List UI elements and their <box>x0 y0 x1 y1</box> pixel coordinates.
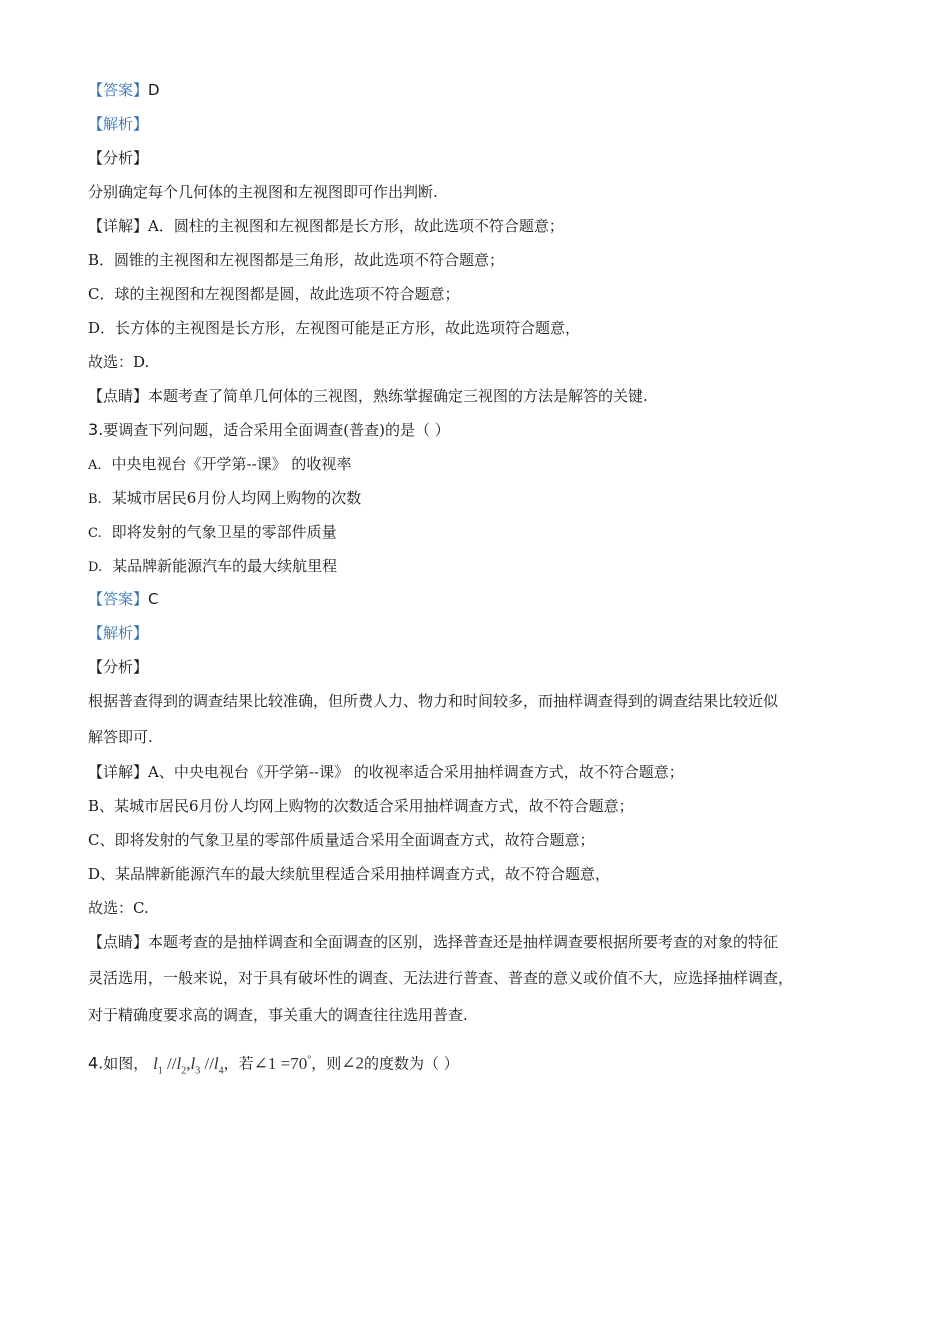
option-text: 中央电视台《开学第--课》 的收视率 <box>111 455 352 473</box>
angle-1: ∠1 <box>253 1053 277 1073</box>
option-letter: B. <box>88 492 102 507</box>
question-number: 4. <box>88 1053 104 1073</box>
l-symbol: l <box>213 1053 219 1073</box>
option-letter: A. <box>88 458 102 473</box>
q3-xiangjie-c: C、即将发射的气象卫星的零部件质量适合采用全面调查方式，故符合题意； <box>88 831 595 849</box>
option-text: 某城市居民6月份人均网上购物的次数 <box>111 489 362 507</box>
dianjing-tag: 【点睛】 <box>88 933 149 951</box>
q4-suffix: 的度数为（ ） <box>364 1054 459 1073</box>
q2-fenxi-tag: 【分析】 <box>88 149 149 167</box>
xiangjie-tag: 【详解】 <box>88 217 149 235</box>
dianjing-text: 本题考查了简单几何体的三视图，熟练掌握确定三视图的方法是解答的关键. <box>148 387 648 405</box>
l-symbol: l <box>153 1053 158 1073</box>
l-symbol: l <box>176 1053 182 1073</box>
q3-xiangjie-a <box>88 761 890 783</box>
q3-option-a <box>88 453 890 477</box>
question-stem: 要调查下列问题，适合采用全面调查(普查)的是（ ） <box>103 421 450 439</box>
xiangjie-text: A、中央电视台《开学第--课》 的收视率适合采用抽样调查方式，故不符合题意； <box>148 763 684 781</box>
angle-expression <box>254 1054 312 1073</box>
answer-value: D <box>148 81 160 99</box>
q3-xiangjie-b: B、某城市居民6月份人均网上购物的次数适合采用抽样调查方式，故不符合题意； <box>88 797 634 815</box>
question-number: 3. <box>88 420 104 439</box>
subscript: 3 <box>195 1065 201 1077</box>
q3-fenxi-line1: 根据普查得到的调查结果比较准确，但所费人力、物力和时间较多，而抽样调查得到的调查结果比较近似 <box>88 692 779 710</box>
q4-mid-text: ，若 <box>223 1054 254 1073</box>
q2-dianjing <box>88 385 890 407</box>
q2-jiexi-tag: 【解析】 <box>88 115 149 133</box>
subscript: 2 <box>181 1065 187 1077</box>
q3-answer-line <box>88 588 890 610</box>
angle-2-label: ∠2 <box>341 1053 365 1073</box>
q3-dianjing-line3: 对于精确度要求高的调查，事关重大的调查往往选用普查. <box>88 1006 468 1024</box>
q2-xiangjie-b: B．圆锥的主视图和左视图都是三角形，故此选项不符合题意； <box>88 251 505 269</box>
answer-tag: 【答案】 <box>88 81 149 99</box>
subscript: 4 <box>218 1065 224 1077</box>
q3-dianjing-line2: 灵活选用，一般来说，对于具有破坏性的调查、无法进行普查、普查的意义或价值不大，应选择抽样调查， <box>88 969 794 987</box>
parallel-lines-expression <box>153 1053 224 1077</box>
parallel-symbol: // <box>204 1053 214 1073</box>
question-prefix: 如图， <box>103 1054 149 1073</box>
q3-xiangjie-d: D、某品牌新能源汽车的最大续航里程适合采用抽样调查方式，故不符合题意， <box>88 865 611 883</box>
q3-dianjing-line1 <box>88 931 890 953</box>
q4-mid2-text: ，则 <box>311 1054 342 1073</box>
q2-guxuan: 故选：D. <box>88 353 150 371</box>
xiangjie-text: A．圆柱的主视图和左视图都是长方形，故此选项不符合题意； <box>148 217 564 235</box>
q3-jiexi-tag: 【解析】 <box>88 624 149 642</box>
q3-option-c <box>88 521 890 545</box>
q2-xiangjie-a <box>88 215 890 237</box>
q2-xiangjie-c: C．球的主视图和左视图都是圆，故此选项不符合题意； <box>88 285 460 303</box>
angle-2 <box>341 1054 364 1073</box>
option-text: 某品牌新能源汽车的最大续航里程 <box>112 557 338 575</box>
q3-option-d <box>88 555 890 579</box>
option-letter: D. <box>88 560 103 575</box>
parallel-symbol: // <box>167 1053 177 1073</box>
l-symbol: l <box>190 1053 196 1073</box>
comma: , <box>186 1053 191 1073</box>
angle-value: 70 <box>290 1053 308 1073</box>
subscript: 1 <box>157 1065 163 1077</box>
option-letter: C. <box>88 526 102 541</box>
degree-symbol: ° <box>307 1054 312 1065</box>
q3-fenxi-tag: 【分析】 <box>88 658 149 676</box>
dianjing-text: 本题考查的是抽样调查和全面调查的区别，选择普查还是抽样调查要根据所要考查的对象的特征 <box>148 933 779 951</box>
q3-stem-line <box>88 419 890 441</box>
dianjing-tag: 【点睛】 <box>88 387 149 405</box>
q3-guxuan: 故选：C. <box>88 899 149 917</box>
equals-sign: = <box>280 1053 291 1073</box>
q2-answer-line <box>88 79 890 101</box>
answer-value: C <box>148 590 159 608</box>
q3-option-b <box>88 487 890 511</box>
q3-fenxi-line2: 解答即可. <box>88 728 153 746</box>
option-text: 即将发射的气象卫星的零部件质量 <box>111 523 337 541</box>
q2-fenxi-text: 分别确定每个几何体的主视图和左视图即可作出判断. <box>88 183 438 201</box>
xiangjie-tag: 【详解】 <box>88 763 149 781</box>
answer-tag: 【答案】 <box>88 590 149 608</box>
q4-stem-line <box>88 1046 890 1085</box>
q2-xiangjie-d: D．长方体的主视图是长方形，左视图可能是正方形，故此选项符合题意， <box>88 319 581 337</box>
